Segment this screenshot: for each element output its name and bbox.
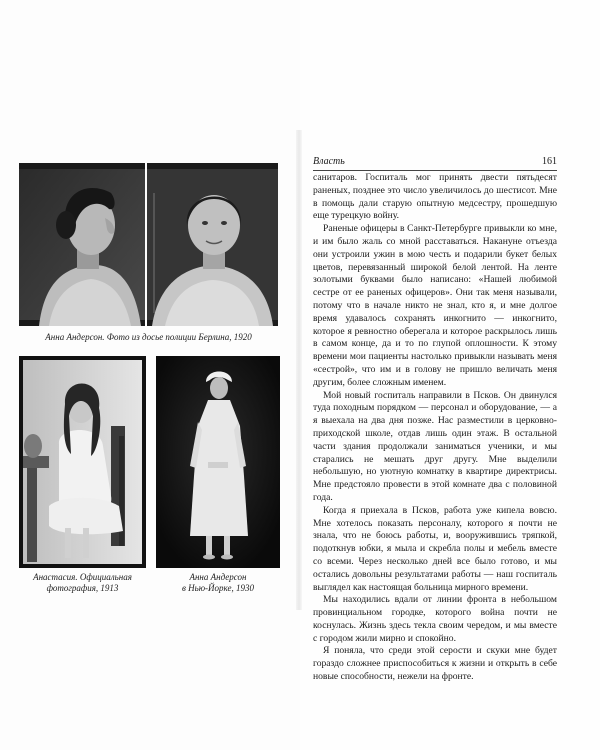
police-dossier-caption: Анна Андерсон. Фото из досье полиции Берлина, 1920: [45, 332, 252, 342]
paragraph: Мой новый госпиталь направили в Псков. Он двинулся туда походным порядком — персонал и оборудование, — а я выехала на два дня позже. Нас разместили в церковно-приходской школе, отдав лишь один этаж. В остальной части здания продолжали заниматься ученики, и мы старались не мешать друг другу. Мне выделили небольшую, но уютную комнатку в квартире директрисы. Мне предстояло провести в этой комнате два с половиной года.: [313, 389, 557, 503]
paragraph: Мы находились вдали от линии фронта в небольшом провинциальном городке, которого война почти не коснулась. Жизнь здесь текла своим чередом, и мы вместе с городом жили мирно и спокойно.: [313, 594, 557, 644]
anastasia-caption-line2: фотография, 1913: [46, 583, 119, 593]
anastasia-caption: [19, 572, 146, 594]
anna-anderson-profile-photo: [19, 163, 145, 326]
paragraph: санитаров. Госпиталь мог принять двести пятьдесят раненых, позднее это число увеличилось до шестисот. Мне в помощь дали старую опытную медсестру, прошедшую еще турецкую войну.: [313, 172, 557, 222]
running-head: [313, 156, 557, 171]
anna-anderson-front-photo: [147, 163, 278, 326]
new-york-caption: [156, 572, 280, 594]
anastasia-official-photo: [19, 356, 146, 568]
running-title: Власть: [313, 156, 345, 167]
paragraph: Когда я приехала в Псков, работа уже кипела вовсю. Мне хотелось показать персоналу, которого я почти не знала, что не боюсь работы, и, вооружившись тряпкой, подоткнув юбки, я мыла и скребла полы и мебель вместе со всеми. Через несколько дней все было готово, и мы остались довольны результатами работы — наш госпиталь выглядел как настоящая больница мирного времени.: [313, 504, 557, 593]
anastasia-caption-line1: Анастасия. Официальная: [33, 572, 132, 582]
page-number: 161: [542, 156, 557, 167]
new-york-caption-line1: Анна Андерсон: [189, 572, 247, 582]
new-york-caption-line2: в Нью-Йорке, 1930: [181, 583, 255, 593]
paragraph: Раненые офицеры в Санкт-Петербурге привыкли ко мне, и им было жаль со мной расставаться. Накануне отъезда они устроили ужин в мою честь и подарили букет белых цветов, перевязанный широкой белой лентой. На ленте золотыми буквами было написано: «Нашей любимой сестре от ее раненых офицеров». Они так меня называли, потому что в начале никто не знал, кто я, и мне долгое время удавалось сохранять инкогнито — инкогнито, которое я ревностно оберегала и которое раскрылось лишь в самом конце, да и то по глупой оплошности. К этому времени мои пациенты настолько привыкли называть меня «сестрой», что им и в голову не пришло величать меня другим, более сложным именем.: [313, 223, 557, 388]
body-text: [313, 172, 557, 684]
paragraph: Я поняла, что среди этой серости и скуки мне будет гораздо сложнее приспособиться к жизни и открыть в себе новые способности, нежели на фронте.: [313, 645, 557, 683]
book-gutter: [296, 130, 302, 610]
anna-anderson-new-york-photo: [156, 356, 280, 568]
